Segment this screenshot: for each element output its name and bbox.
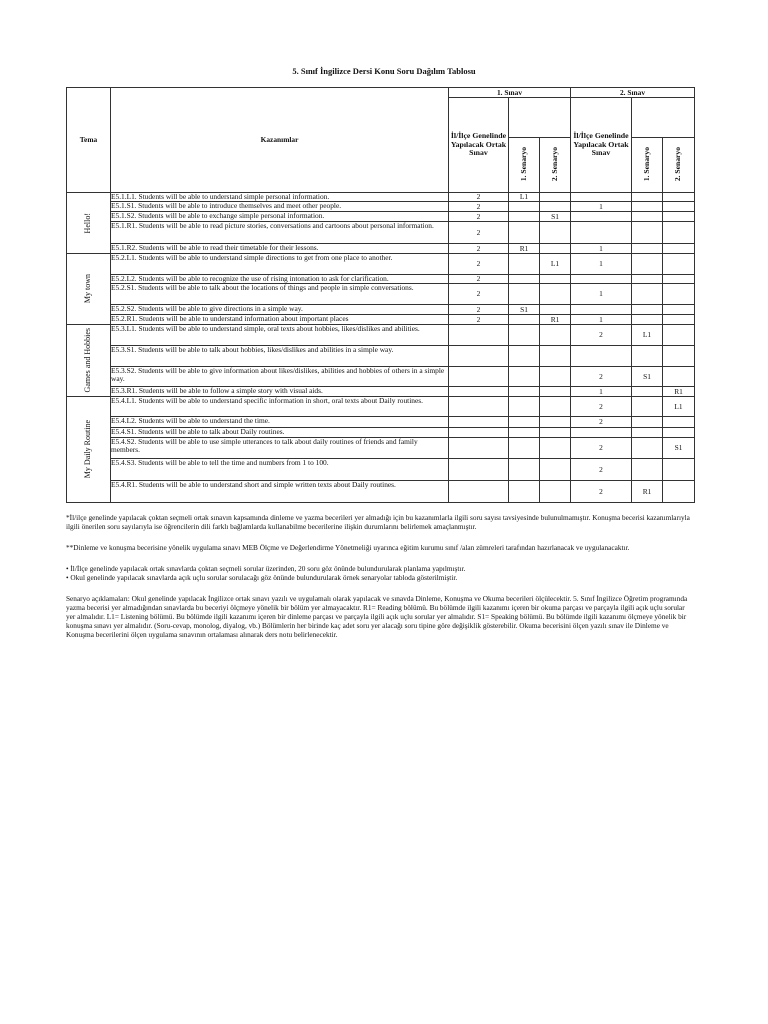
value-cell-s2 <box>540 275 571 284</box>
value-cell-s2 <box>540 244 571 254</box>
value-cell-e1: 2 <box>449 244 509 254</box>
table-row <box>67 284 695 305</box>
value-cell-e2 <box>571 275 632 284</box>
value-cell-s21 <box>632 244 663 254</box>
value-cell-s2 <box>540 193 571 202</box>
value-cell-s1 <box>509 417 540 428</box>
value-cell-s22 <box>663 346 695 367</box>
value-cell-e1: 2 <box>449 284 509 305</box>
value-cell-s22 <box>663 212 695 222</box>
header-senaryo-2b: 2. Senaryo <box>663 138 695 193</box>
value-cell-e2: 1 <box>571 387 632 397</box>
value-cell-e2: 2 <box>571 417 632 428</box>
table-row <box>67 367 695 387</box>
value-cell-s1 <box>509 202 540 212</box>
outcome-text: E5.2.L2. Students will be able to recognize the use of rising intonation to ask for clarification. <box>111 275 449 284</box>
value-cell-s22 <box>663 275 695 284</box>
value-cell-s21 <box>632 284 663 305</box>
value-cell-s22 <box>663 417 695 428</box>
notes-section <box>66 513 694 651</box>
header-ortak-sinav-1: İl/İlçe Genelinde Yapılacak Ortak Sınav <box>449 98 509 193</box>
theme-label: Games and Hobbies <box>83 328 93 393</box>
outcome-text: E5.4.S3. Students will be able to tell the time and numbers from 1 to 100. <box>111 459 449 481</box>
value-cell-e2 <box>571 193 632 202</box>
value-cell-e2 <box>571 212 632 222</box>
value-cell-s1 <box>509 387 540 397</box>
value-cell-e1 <box>449 346 509 367</box>
table-row <box>67 275 695 284</box>
theme-cell <box>67 325 111 397</box>
value-cell-s21 <box>632 346 663 367</box>
value-cell-s21 <box>632 193 663 202</box>
value-cell-e1: 2 <box>449 222 509 244</box>
value-cell-e2: 1 <box>571 202 632 212</box>
value-cell-s22 <box>663 305 695 315</box>
value-cell-s21 <box>632 459 663 481</box>
value-cell-s21 <box>632 254 663 275</box>
value-cell-s21 <box>632 315 663 325</box>
value-cell-s1 <box>509 481 540 503</box>
value-cell-s22 <box>663 284 695 305</box>
outcome-text: E5.4.S1. Students will be able to talk about Daily routines. <box>111 428 449 438</box>
header-senaryo-1a: 1. Senaryo <box>509 138 540 193</box>
value-cell-s22: L1 <box>663 397 695 417</box>
theme-label: Hello! <box>83 212 93 234</box>
note-written-exam: *İl/ilçe genelinde yapılacak çoktan seçmeli ortak sınavın kapsamında dinleme ve yazma becerileri yer almadığı için bu kazanımlarla ilgili soru sayısı tavsiyesinde bulunulmamıştır. Konuşma becerisi kazanımlarıyla ilgili önerilen soru sayılarıyla ise öğrencilerin dili farklı bağlamlarda kullanabilme becerilerine ilişkin durumlarını belirlemek amaçlanmıştır. <box>66 513 690 532</box>
value-cell-e1 <box>449 397 509 417</box>
value-cell-s22 <box>663 459 695 481</box>
value-cell-s21 <box>632 305 663 315</box>
table-row <box>67 193 695 202</box>
value-cell-s1 <box>509 284 540 305</box>
value-cell-s1 <box>509 275 540 284</box>
table-row <box>67 222 695 244</box>
value-cell-s1 <box>509 397 540 417</box>
value-cell-s21: L1 <box>632 325 663 346</box>
value-cell-s2 <box>540 346 571 367</box>
value-cell-s22 <box>663 367 695 387</box>
header-ortak-sinav-2: İl/İlçe Genelinde Yapılacak Ortak Sınav <box>571 98 632 193</box>
outcome-text: E5.4.L2. Students will be able to understand the time. <box>111 417 449 428</box>
table-row <box>67 254 695 275</box>
value-cell-s1: R1 <box>509 244 540 254</box>
outcome-text: E5.3.S1. Students will be able to talk about hobbies, likes/dislikes and abilities in a simple way. <box>111 346 449 367</box>
value-cell-e2: 2 <box>571 459 632 481</box>
theme-cell <box>67 193 111 254</box>
outcome-text: E5.1.S1. Students will be able to introduce themselves and meet other people. <box>111 202 449 212</box>
value-cell-s21 <box>632 438 663 459</box>
value-cell-s2 <box>540 325 571 346</box>
value-cell-s1: L1 <box>509 193 540 202</box>
value-cell-e1: 2 <box>449 212 509 222</box>
value-cell-e2: 1 <box>571 244 632 254</box>
value-cell-s1 <box>509 254 540 275</box>
value-cell-s21: R1 <box>632 481 663 503</box>
value-cell-s1 <box>509 212 540 222</box>
value-cell-s21 <box>632 222 663 244</box>
outcome-text: E5.4.R1. Students will be able to understand short and simple written texts about Daily routines. <box>111 481 449 503</box>
value-cell-s21 <box>632 417 663 428</box>
table-row <box>67 202 695 212</box>
value-cell-s2 <box>540 222 571 244</box>
value-cell-s1 <box>509 222 540 244</box>
value-cell-s1 <box>509 367 540 387</box>
value-cell-s2 <box>540 367 571 387</box>
value-cell-s22: R1 <box>663 387 695 397</box>
note-practice-exam: **Dinleme ve konuşma becerisine yönelik uygulama sınavı MEB Ölçme ve Değerlendirme Yönetmeliği uyarınca eğitim kurumu sınıf /alan zümreleri tarafından hazırlanacak ve uygulanacaktır. <box>66 543 630 553</box>
value-cell-e1 <box>449 459 509 481</box>
outcome-text: E5.2.S1. Students will be able to talk about the locations of things and people in simple conversations. <box>111 284 449 305</box>
value-cell-s2 <box>540 397 571 417</box>
outcome-text: E5.4.S2. Students will be able to use simple utterances to talk about daily routines of friends and family members. <box>111 438 449 459</box>
table-row <box>67 481 695 503</box>
value-cell-s2 <box>540 202 571 212</box>
header-spacer-2 <box>632 98 695 138</box>
value-cell-e1: 2 <box>449 305 509 315</box>
theme-cell <box>67 397 111 503</box>
table-row <box>67 212 695 222</box>
value-cell-e2: 1 <box>571 315 632 325</box>
value-cell-e2 <box>571 346 632 367</box>
value-cell-e1 <box>449 417 509 428</box>
value-cell-s22 <box>663 315 695 325</box>
value-cell-e2 <box>571 305 632 315</box>
outcome-text: E5.3.S2. Students will be able to give information about likes/dislikes, abilities and hobbies of others in a simple way. <box>111 367 449 387</box>
note-scenario-explanations: Senaryo açıklamaları: Okul genelinde yapılacak İngilizce ortak sınavı yazılı ve uygulamalı olarak yapılacak ve sınavda Dinleme, Konuşma ve Okuma becerileri ölçülecektir. 5. Sınıf İngilizce Öğretim programında yazma becerisi yer almadığından sınavlarda bu beceriyi ölçmeye yönelik bir bölüm yer almayacaktır. R1= Reading bölümü. Bu bölümde ilgili kazanımı içeren bir okuma parçası ve parçayla ilgili açık uçlu sorular yer almalıdır. L1= Listening bölümü. Bu bölümde ilgili kazanımı içeren bir dinleme parçası ve parçayla ilgili açık uçlu sorular yer almalıdır. S1= Speaking bölümü. Bu bölümde ilgili kazanımı ölçmeye yönelik bir konuşma sınavı yer almalıdır. (Soru-cevap, monolog, diyalog, vb.) Bölümlerin her birinde kaç adet soru yer alacağı soru tipine göre değişiklik gösterebilir. Okuma becerisini ölçen yazılı sınav ile Dinleme ve Konuşma becerilerini ölçen uygulama sınavının ortalaması alınarak ders notu belirlenecektir. <box>66 594 688 640</box>
value-cell-e2 <box>571 222 632 244</box>
value-cell-s22 <box>663 222 695 244</box>
value-cell-s1 <box>509 346 540 367</box>
value-cell-e1: 2 <box>449 315 509 325</box>
value-cell-s22 <box>663 244 695 254</box>
table-row <box>67 459 695 481</box>
value-cell-e1 <box>449 367 509 387</box>
value-cell-e1 <box>449 438 509 459</box>
value-cell-s22 <box>663 202 695 212</box>
value-cell-e2: 2 <box>571 481 632 503</box>
outcome-text: E5.3.L1. Students will be able to understand simple, oral texts about hobbies, likes/dislikes and abilities. <box>111 325 449 346</box>
value-cell-s2 <box>540 428 571 438</box>
table-row <box>67 244 695 254</box>
header-tema: Tema <box>67 88 111 193</box>
value-cell-s21: S1 <box>632 367 663 387</box>
table-body <box>67 193 695 503</box>
note-bullet-common-exam: • İl/İlçe genelinde yapılacak ortak sınavlarda çoktan seçmeli sorular üzerinden, 20 soru göz önünde bulundurularak planlama yapılmıştır. <box>66 564 466 574</box>
value-cell-s1: S1 <box>509 305 540 315</box>
value-cell-s2 <box>540 284 571 305</box>
value-cell-e1: 2 <box>449 254 509 275</box>
outcome-text: E5.1.R2. Students will be able to read their timetable for their lessons. <box>111 244 449 254</box>
outcome-text: E5.2.R1. Students will be able to understand information about important places <box>111 315 449 325</box>
value-cell-e1 <box>449 325 509 346</box>
value-cell-s21 <box>632 387 663 397</box>
value-cell-e2: 1 <box>571 254 632 275</box>
value-cell-e1: 2 <box>449 193 509 202</box>
table-row <box>67 387 695 397</box>
value-cell-s21 <box>632 428 663 438</box>
value-cell-s1 <box>509 459 540 481</box>
value-cell-s21 <box>632 202 663 212</box>
value-cell-s2 <box>540 481 571 503</box>
value-cell-s1 <box>509 428 540 438</box>
value-cell-s22 <box>663 325 695 346</box>
table-row <box>67 417 695 428</box>
value-cell-e1: 2 <box>449 202 509 212</box>
value-cell-s1 <box>509 438 540 459</box>
table-row <box>67 428 695 438</box>
page-title: 5. Sınıf İngilizce Dersi Konu Soru Dağılım Tablosu <box>292 66 476 76</box>
value-cell-s2 <box>540 459 571 481</box>
table-row <box>67 438 695 459</box>
value-cell-s21 <box>632 212 663 222</box>
outcome-text: E5.4.L1. Students will be able to understand specific information in short, oral texts about Daily routines. <box>111 397 449 417</box>
value-cell-e1 <box>449 428 509 438</box>
value-cell-s2 <box>540 417 571 428</box>
table-row <box>67 305 695 315</box>
outcome-text: E5.2.L1. Students will be able to understand simple directions to get from one place to another. <box>111 254 449 275</box>
theme-label: My Daily Routine <box>83 420 93 479</box>
value-cell-s2: R1 <box>540 315 571 325</box>
table-row <box>67 315 695 325</box>
value-cell-e1 <box>449 387 509 397</box>
value-cell-s22 <box>663 481 695 503</box>
value-cell-e2: 2 <box>571 367 632 387</box>
value-cell-s2 <box>540 438 571 459</box>
table-row <box>67 325 695 346</box>
header-spacer-1 <box>509 98 571 138</box>
value-cell-s22 <box>663 193 695 202</box>
value-cell-s22: S1 <box>663 438 695 459</box>
value-cell-s1 <box>509 315 540 325</box>
value-cell-s2 <box>540 305 571 315</box>
header-senaryo-1b: 1. Senaryo <box>632 138 663 193</box>
value-cell-s2 <box>540 387 571 397</box>
outcome-text: E5.2.S2. Students will be able to give directions in a simple way. <box>111 305 449 315</box>
value-cell-s22 <box>663 254 695 275</box>
header-senaryo-2a: 2. Senaryo <box>540 138 571 193</box>
value-cell-s22 <box>663 428 695 438</box>
table-row <box>67 397 695 417</box>
value-cell-s2: S1 <box>540 212 571 222</box>
outcome-text: E5.1.S2. Students will be able to exchange simple personal information. <box>111 212 449 222</box>
value-cell-e2 <box>571 428 632 438</box>
note-bullet-school-exam: • Okul genelinde yapılacak sınavlarda açık uçlu sorular sorulacağı göz önünde bulundurularak örnek senaryolar tabloda gösterilmiştir. <box>66 573 458 583</box>
distribution-table <box>66 87 695 503</box>
value-cell-e2: 2 <box>571 325 632 346</box>
value-cell-s1 <box>509 325 540 346</box>
value-cell-e1: 2 <box>449 275 509 284</box>
value-cell-s2: L1 <box>540 254 571 275</box>
theme-cell <box>67 254 111 325</box>
value-cell-e2: 2 <box>571 438 632 459</box>
outcome-text: E5.1.R1. Students will be able to read picture stories, conversations and cartoons about personal information. <box>111 222 449 244</box>
table-row <box>67 346 695 367</box>
value-cell-e1 <box>449 481 509 503</box>
header-exam-2: 2. Sınav <box>571 88 695 98</box>
value-cell-e2: 1 <box>571 284 632 305</box>
header-kazanimlar: Kazanımlar <box>111 88 449 193</box>
value-cell-s21 <box>632 275 663 284</box>
header-exam-1: 1. Sınav <box>449 88 571 98</box>
value-cell-e2: 2 <box>571 397 632 417</box>
outcome-text: E5.1.L1. Students will be able to understand simple personal information. <box>111 193 449 202</box>
value-cell-s21 <box>632 397 663 417</box>
outcome-text: E5.3.R1. Students will be able to follow a simple story with visual aids. <box>111 387 449 397</box>
theme-label: My town <box>83 274 93 304</box>
